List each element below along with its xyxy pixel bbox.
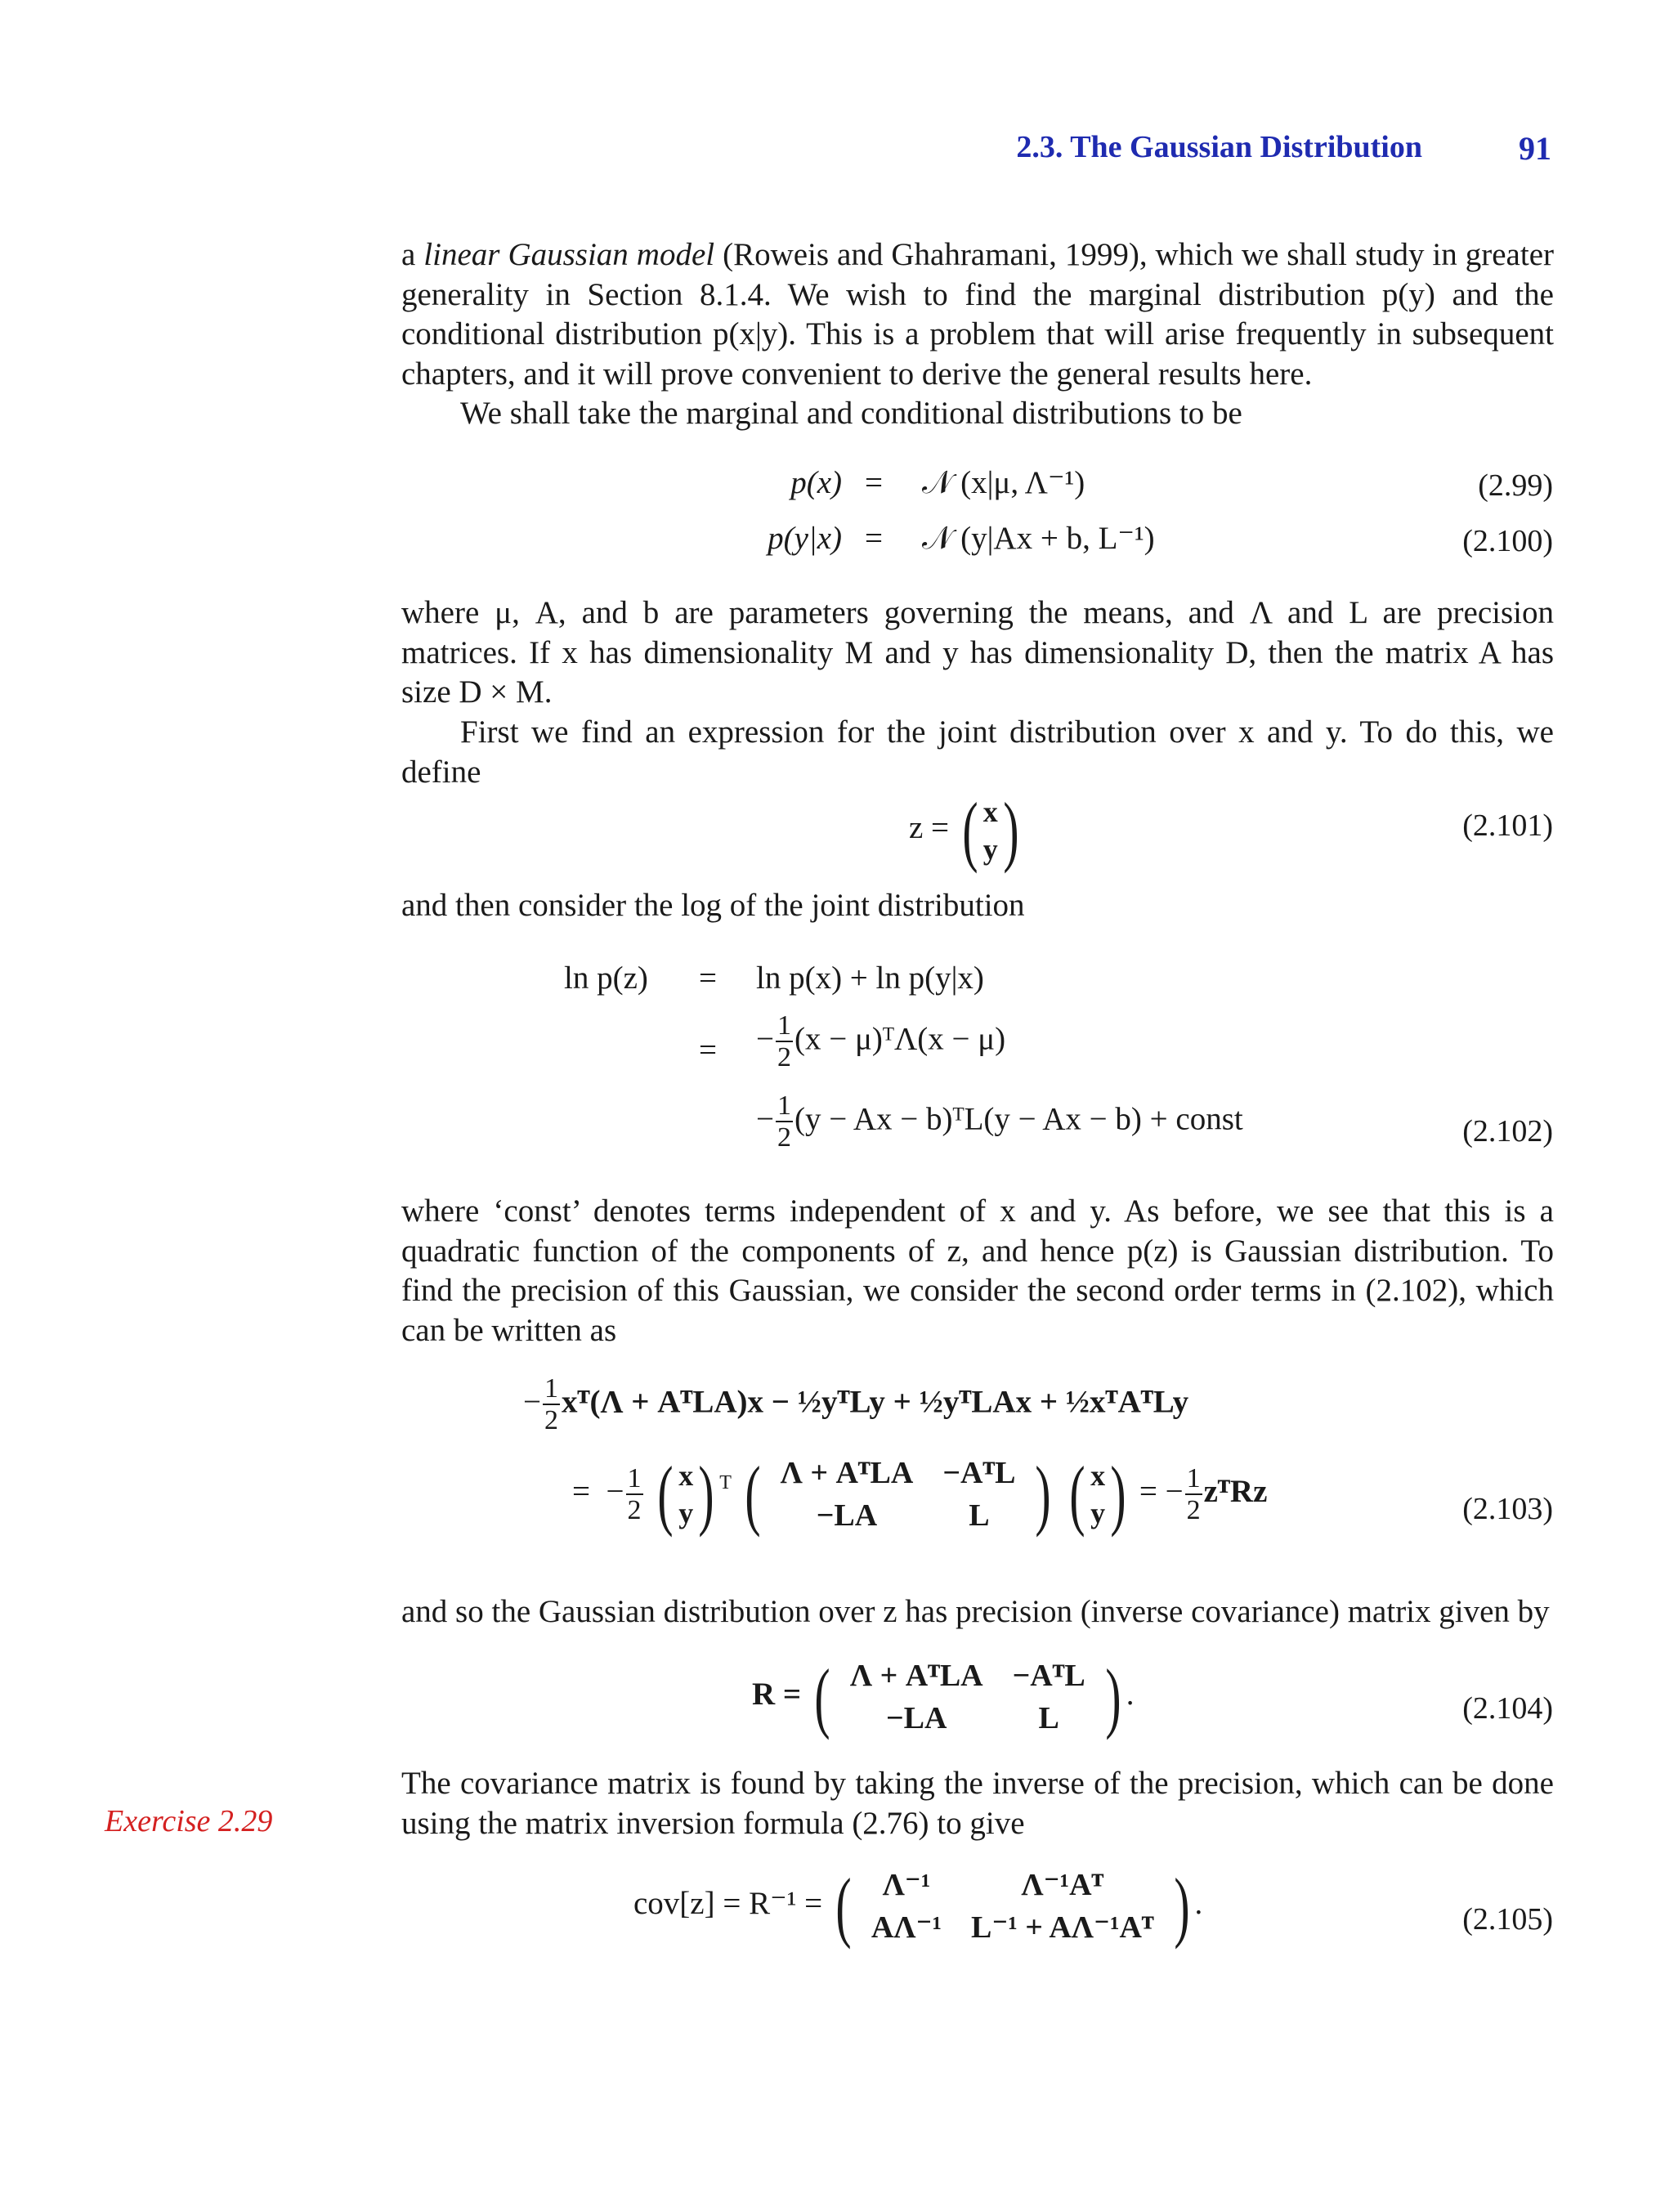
eq-2-102-line-1: ln p(x) + ln p(y|x): [756, 960, 984, 996]
paragraph-1: a linear Gaussian model (Roweis and Ghahramani, 1999), which we shall study in greater generality in Section 8.1.4. We wish to find the marginal distribution p(y) and the conditional distribution p(x|y). This is a problem that will arise frequently in subsequent chapters, and it will prove convenient to derive the general results here.: [401, 237, 1554, 392]
eq-2-100-number: (2.100): [1462, 524, 1553, 558]
paragraph-6: where ‘const’ denotes terms independent of x and y. As before, we see that this is a quadratic function of the components of z, and hence p(z) is Gaussian distribution. To find the precision of this Gaussian, we consider the second order terms in (2.102), which can be written as: [401, 1193, 1554, 1348]
eq-2-105-number: (2.105): [1462, 1902, 1553, 1937]
eq-2-102-equals-2: =: [699, 1032, 717, 1068]
eq-2-102-line-3: − $\frac{1}{2}$ (y − Ax − b)ᵀL(y − Ax − b) + const: [756, 1090, 1243, 1153]
running-header-title: 2.3. The Gaussian Distribution: [1016, 130, 1422, 164]
paragraph-7: and so the Gaussian distribution over z has precision (inverse covariance) matrix given by: [401, 1594, 1550, 1629]
sidenote-exercise[interactable]: Exercise 2.29: [105, 1804, 273, 1838]
eq-2-99-number: (2.99): [1478, 468, 1553, 503]
eq-2-101-number: (2.101): [1462, 808, 1553, 843]
eq-2-105: cov[z] = R⁻¹ = ( Λ⁻¹ Λ⁻¹Aᵀ AΛ⁻¹ L⁻¹ + AΛ⁻¹Aᵀ ) .: [633, 1862, 1203, 1950]
paragraph-3: where μ, A, and b are parameters governing the means, and Λ and L are precision matrices. If x has dimensionality M and y has dimensionality D, then the matrix A has size D × M.: [401, 595, 1554, 710]
eq-2-104: R = ( Λ + AᵀLA −AᵀL −LA L ) .: [752, 1653, 1135, 1740]
eq-2-101: z = ( x y): [909, 786, 1019, 874]
eq-2-99-rhs: 𝒩 (x|μ, Λ⁻¹): [922, 465, 1085, 500]
eq-2-103-line-2: = − $\frac{1}{2}$ ( x y) $^T$ ( Λ + AᵀLA −AᵀL −LA L ) ( x y) = − $\frac{1}{2}$ zᵀRz: [572, 1450, 1268, 1538]
eq-2-102-line-2: − $\frac{1}{2}$ (x − μ)ᵀΛ(x − μ): [756, 1010, 1006, 1073]
eq-2-99-lhs: p(x): [790, 465, 842, 500]
eq-2-103-line-1: − $\frac{1}{2}$ xᵀ(Λ + AᵀLA)x − ½yᵀLy + ½yᵀLAx + ½xᵀAᵀLy: [523, 1373, 1189, 1436]
paragraph-4: First we find an expression for the joint distribution over x and y. To do this, we define: [401, 714, 1554, 790]
eq-2-103-number: (2.103): [1462, 1492, 1553, 1526]
eq-2-102-lhs: ln p(z): [564, 960, 648, 996]
eq-2-100-rhs: 𝒩 (y|Ax + b, L⁻¹): [922, 521, 1155, 556]
eq-2-102-equals-1: =: [699, 960, 717, 996]
term-linear-gaussian-model: linear Gaussian model: [423, 237, 715, 272]
paragraph-5: and then consider the log of the joint distribution: [401, 888, 1025, 923]
eq-2-99-equals: =: [865, 465, 883, 500]
paragraph-8: The covariance matrix is found by taking the inverse of the precision, which can be done using the matrix inversion formula (2.76) to give: [401, 1766, 1554, 1841]
paragraph-2: We shall take the marginal and conditional distributions to be: [460, 396, 1242, 431]
eq-2-103-matrix: Λ + AᵀLA −AᵀL −LA L: [780, 1456, 1016, 1533]
page-number: 91: [1519, 130, 1551, 167]
eq-2-104-number: (2.104): [1462, 1691, 1553, 1726]
eq-2-100-equals: =: [865, 521, 883, 556]
eq-2-100-lhs: p(y|x): [768, 521, 842, 556]
eq-2-102-number: (2.102): [1462, 1114, 1553, 1149]
